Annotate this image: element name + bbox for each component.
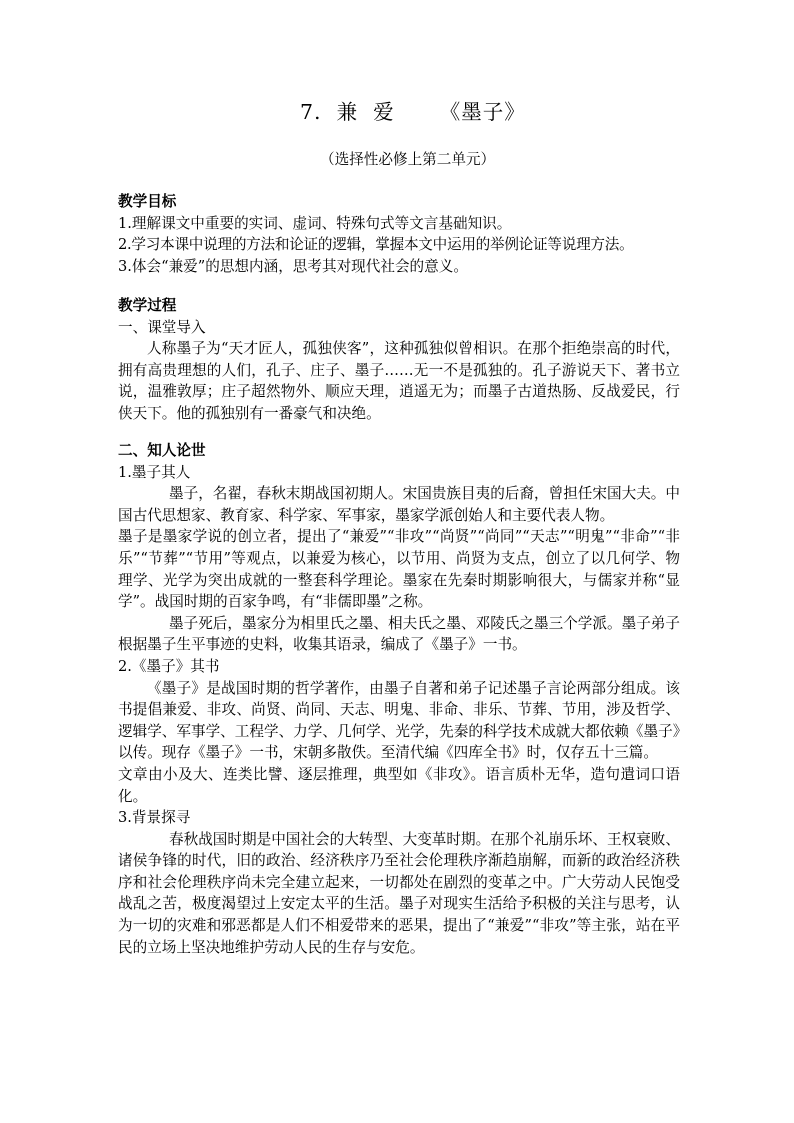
document-subtitle: （选择性必修上第二单元）	[320, 151, 496, 168]
section-heading: 二、知人论世	[118, 442, 206, 459]
goal-item: 2.学习本课中说理的方法和论证的逻辑，掌握本文中运用的举例论证等说理方法。	[118, 236, 634, 254]
document-title: 7. 兼 爱 《墨子》	[300, 100, 526, 124]
process-heading: 教学过程	[118, 297, 177, 314]
goal-item: 1.理解课文中重要的实词、虚词、特殊句式等文言基础知识。	[118, 214, 512, 232]
paragraph: 墨子死后，墨家分为相里氏之墨、相夫氏之墨、邓陵氏之墨三个学派。墨子弟子根据墨子生平事迹的史料，收集其语录，编成了《墨子》一书。	[118, 614, 680, 654]
section-heading: 一、课堂导入	[118, 318, 206, 336]
teaching-goals	[118, 191, 680, 277]
subsection-heading: 3.背景探寻	[118, 809, 191, 827]
subsection-heading: 2.《墨子》其书	[118, 657, 220, 675]
teaching-process	[118, 295, 680, 425]
intro-paragraph: 人称墨子为“天才匠人，孤独侠客”，这种孤独似曾相识。在那个拒绝崇高的时代，拥有高贵理想的人们，孔子、庄子、墨子……无一不是孤独的。孔子游说天下、著书立说，温雅敦厚；庄子超然物外、顺应天理，逍遥无为；而墨子古道热肠、反战爱民，行侠天下。他的孤独别有一番豪气和决绝。	[118, 340, 680, 422]
paragraph: 墨子是墨家学说的创立者，提出了“兼爱”“非攻”“尚贤”“尚同”“天志”“明鬼”“非命”“非乐”“节葬”“节用”等观点，以兼爱为核心，以节用、尚贤为支点，创立了以几何学、物理学、光学为突出成就的一整套科学理论。墨家在先秦时期影响很大，与儒家并称“显学”。战国时期的百家争鸣，有“非儒即墨”之称。	[118, 528, 680, 611]
goals-heading: 教学目标	[118, 193, 177, 210]
subsection-heading: 1.墨子其人	[118, 463, 191, 481]
paragraph: 春秋战国时期是中国社会的大转型、大变革时期。在那个礼崩乐坏、王权衰败、诸侯争锋的时代，旧的政治、经济秩序乃至社会伦理秩序渐趋崩解，而新的政治经济秩序和社会伦理秩序尚未完全建立起来，一切都处在剧烈的变革之中。广大劳动人民饱受战乱之苦，极度渴望过上安定太平的生活。墨子对现实生活给予积极的关注与思考，认为一切的灾难和邪恶都是人们不相爱带来的恶果，提出了“兼爱”“非攻”等主张，站在平民的立场上坚决地维护劳动人民的生存与安危。	[118, 830, 680, 956]
paragraph: 墨子，名翟，春秋末期战国初期人。宋国贵族目夷的后裔，曾担任宋国大夫。中国古代思想家、教育家、科学家、军事家，墨家学派创始人和主要代表人物。	[118, 485, 680, 524]
paragraph: 《墨子》是战国时期的哲学著作，由墨子自著和弟子记述墨子言论两部分组成。该书提倡兼爱、非攻、尚贤、尚同、天志、明鬼、非命、非乐、节葬、节用，涉及哲学、逻辑学、军事学、工程学、力学、几何学、光学，先秦的科学技术成就大都依赖《墨子》以传。现存《墨子》一书，宋朝多散佚。至清代编《四库全书》时，仅存五十三篇。	[118, 679, 680, 762]
goal-item: 3.体会“兼爱”的思想内涵，思考其对现代社会的意义。	[118, 257, 468, 275]
paragraph: 文章由小及大、连类比譬、逐层推理，典型如《非攻》。语言质朴无华，造句遣词口语化。	[118, 765, 680, 805]
section-background	[118, 440, 680, 958]
